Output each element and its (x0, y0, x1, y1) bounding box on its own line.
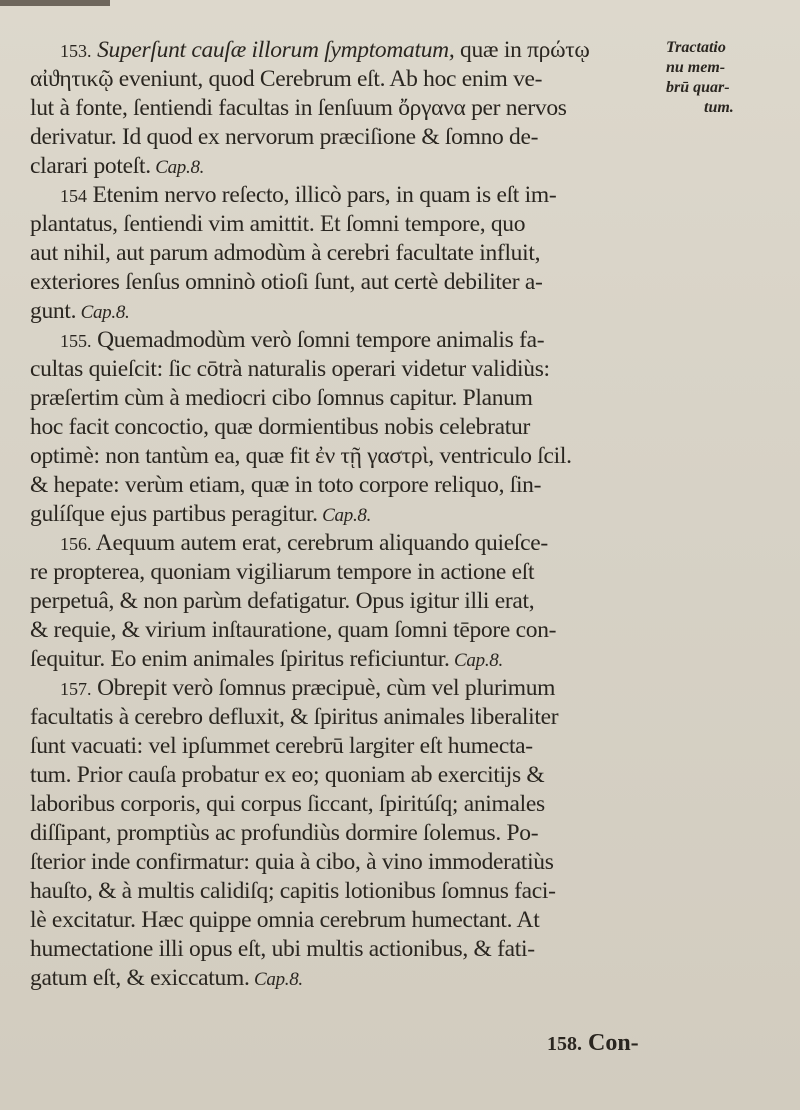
italic-text: Superſunt cauſæ illorum ſymptomatum, (97, 37, 455, 63)
line-text: optimè: non tantùm ea, quæ fit ἐν τῇ γαστρὶ, ventriculo ſcil. (30, 443, 572, 469)
paragraph-line (30, 65, 658, 94)
paragraph-line (30, 413, 658, 442)
paragraph-line (30, 181, 658, 210)
line-text: Quemadmodùm verò ſomni tempore animalis fa- (97, 327, 545, 353)
paragraph-line (30, 152, 658, 181)
line-text: ſequitur. Eo enim animales ſpiritus reficiuntur. (30, 646, 450, 672)
line-text: tum. Prior cauſa probatur ex eo; quoniam ab exercitijs & (30, 762, 545, 788)
paragraph-line (30, 210, 658, 239)
line-text: diſſipant, promptiùs ac profundiùs dormire ſolemus. Po- (30, 820, 539, 846)
paragraph-line (30, 384, 658, 413)
line-text: præſertim cùm à mediocri cibo ſomnus capitur. Planum (30, 385, 533, 411)
paragraph-line (30, 558, 658, 587)
margin-note-line: tum. (704, 99, 734, 116)
paragraph-line (30, 123, 658, 152)
paragraph-line (30, 239, 658, 268)
paragraph-line (30, 36, 658, 65)
margin-note-line: Tractatio (666, 39, 726, 56)
body-text (30, 36, 658, 993)
paragraph-number: 154 (60, 186, 87, 206)
line-text: ſterior inde confirmatur: quia à cibo, à vino immoderatiùs (30, 849, 554, 875)
paragraph-line (30, 500, 658, 529)
line-text: aut nihil, aut parum admodùm à cerebri facultate influit, (30, 240, 541, 266)
line-text: plantatus, ſentiendi vim amittit. Et ſomni tempore, quo (30, 211, 526, 237)
paragraph-line (30, 703, 658, 732)
line-text: gatum eſt, & exiccatum. (30, 965, 250, 991)
line-text: humectatione illi opus eſt, ubi multis actionibus, & fati- (30, 936, 535, 962)
line-text: quæ in πρώτῳ (454, 37, 590, 63)
chapter-reference: Cap.8. (76, 302, 130, 323)
paragraph-line (30, 674, 658, 703)
catchword-text: Con- (588, 1030, 639, 1056)
line-text: Etenim nervo reſecto, illicò pars, in quam is eſt im- (92, 182, 557, 208)
paragraph-line (30, 94, 658, 123)
paragraph-number: 157. (60, 679, 92, 699)
line-text: perpetuâ, & non parùm defatigatur. Opus igitur illi erat, (30, 588, 535, 614)
paragraph-line (30, 790, 658, 819)
catchword (547, 1030, 639, 1057)
line-text: facultatis à cerebro defluxit, & ſpiritus animales liberaliter (30, 704, 559, 730)
catchword-number: 158. (547, 1033, 582, 1055)
margin-note-line: brū quar- (666, 79, 730, 96)
margin-note-line: nu mem- (666, 59, 726, 76)
paragraph-line (30, 442, 658, 471)
line-text: lut à fonte, ſentiendi facultas in ſenſuum ὄργανα per nervos (30, 95, 567, 121)
line-text: & requie, & virium inſtauratione, quam ſomni tēpore con- (30, 617, 557, 643)
chapter-reference: Cap.8. (249, 969, 303, 990)
line-text: Aequum autem erat, cerebrum aliquando quieſce- (95, 530, 548, 556)
paragraph-line (30, 616, 658, 645)
paragraph-line (30, 268, 658, 297)
chapter-reference: Cap.8. (449, 650, 503, 671)
paragraph-line (30, 732, 658, 761)
paragraph-line (30, 587, 658, 616)
line-text: αἰϑητικῷ eveniunt, quod Cerebrum eſt. Ab hoc enim ve- (30, 66, 543, 92)
paragraph-line (30, 355, 658, 384)
paragraph-line (30, 645, 658, 674)
paragraph-line (30, 471, 658, 500)
top-edge-rule (0, 0, 110, 6)
paragraph-line (30, 848, 658, 877)
paragraph-line (30, 906, 658, 935)
paragraph-line (30, 819, 658, 848)
paragraph-line (30, 529, 658, 558)
paragraph-line (30, 877, 658, 906)
paragraph-number: 153. (60, 41, 92, 61)
chapter-reference: Cap.8. (317, 505, 372, 526)
line-text: gunt. (30, 298, 77, 324)
line-text: laboribus corporis, qui corpus ſiccant, ſpiritúſq; animales (30, 791, 545, 817)
paragraph-line (30, 935, 658, 964)
margin-note (666, 38, 796, 118)
line-text: re propterea, quoniam vigiliarum tempore in actione eſt (30, 559, 535, 585)
chapter-reference: Cap.8. (150, 157, 205, 178)
line-text: & hepate: verùm etiam, quæ in toto corpore reliquo, ſin- (30, 472, 542, 498)
line-text: cultas quieſcit: ſic cōtrà naturalis operari videtur validiùs: (30, 356, 550, 382)
line-text: hauſto, & à multis calidiſq; capitis lotionibus ſomnus faci- (30, 878, 556, 904)
line-text: ſunt vacuati: vel ipſummet cerebrū largiter eſt humecta- (30, 733, 533, 759)
paragraph-number: 156. (60, 534, 92, 554)
paragraph-line (30, 326, 658, 355)
paragraph-line (30, 964, 658, 993)
line-text: exteriores ſenſus omninò otioſi ſunt, aut certè debiliter a- (30, 269, 543, 295)
line-text: derivatur. Id quod ex nervorum præciſione & ſomno de- (30, 124, 539, 150)
line-text: lè excitatur. Hæc quippe omnia cerebrum humectant. At (30, 907, 540, 933)
line-text: Obrepit verò ſomnus præcipuè, cùm vel plurimum (97, 675, 556, 701)
paragraph-number: 155. (60, 331, 92, 351)
line-text: gulíſque ejus partibus peragitur. (30, 501, 318, 527)
paragraph-line (30, 761, 658, 790)
line-text: hoc facit concoctio, quæ dormientibus nobis celebratur (30, 414, 530, 440)
line-text: clarari poteſt. (30, 153, 151, 179)
paragraph-line (30, 297, 658, 326)
